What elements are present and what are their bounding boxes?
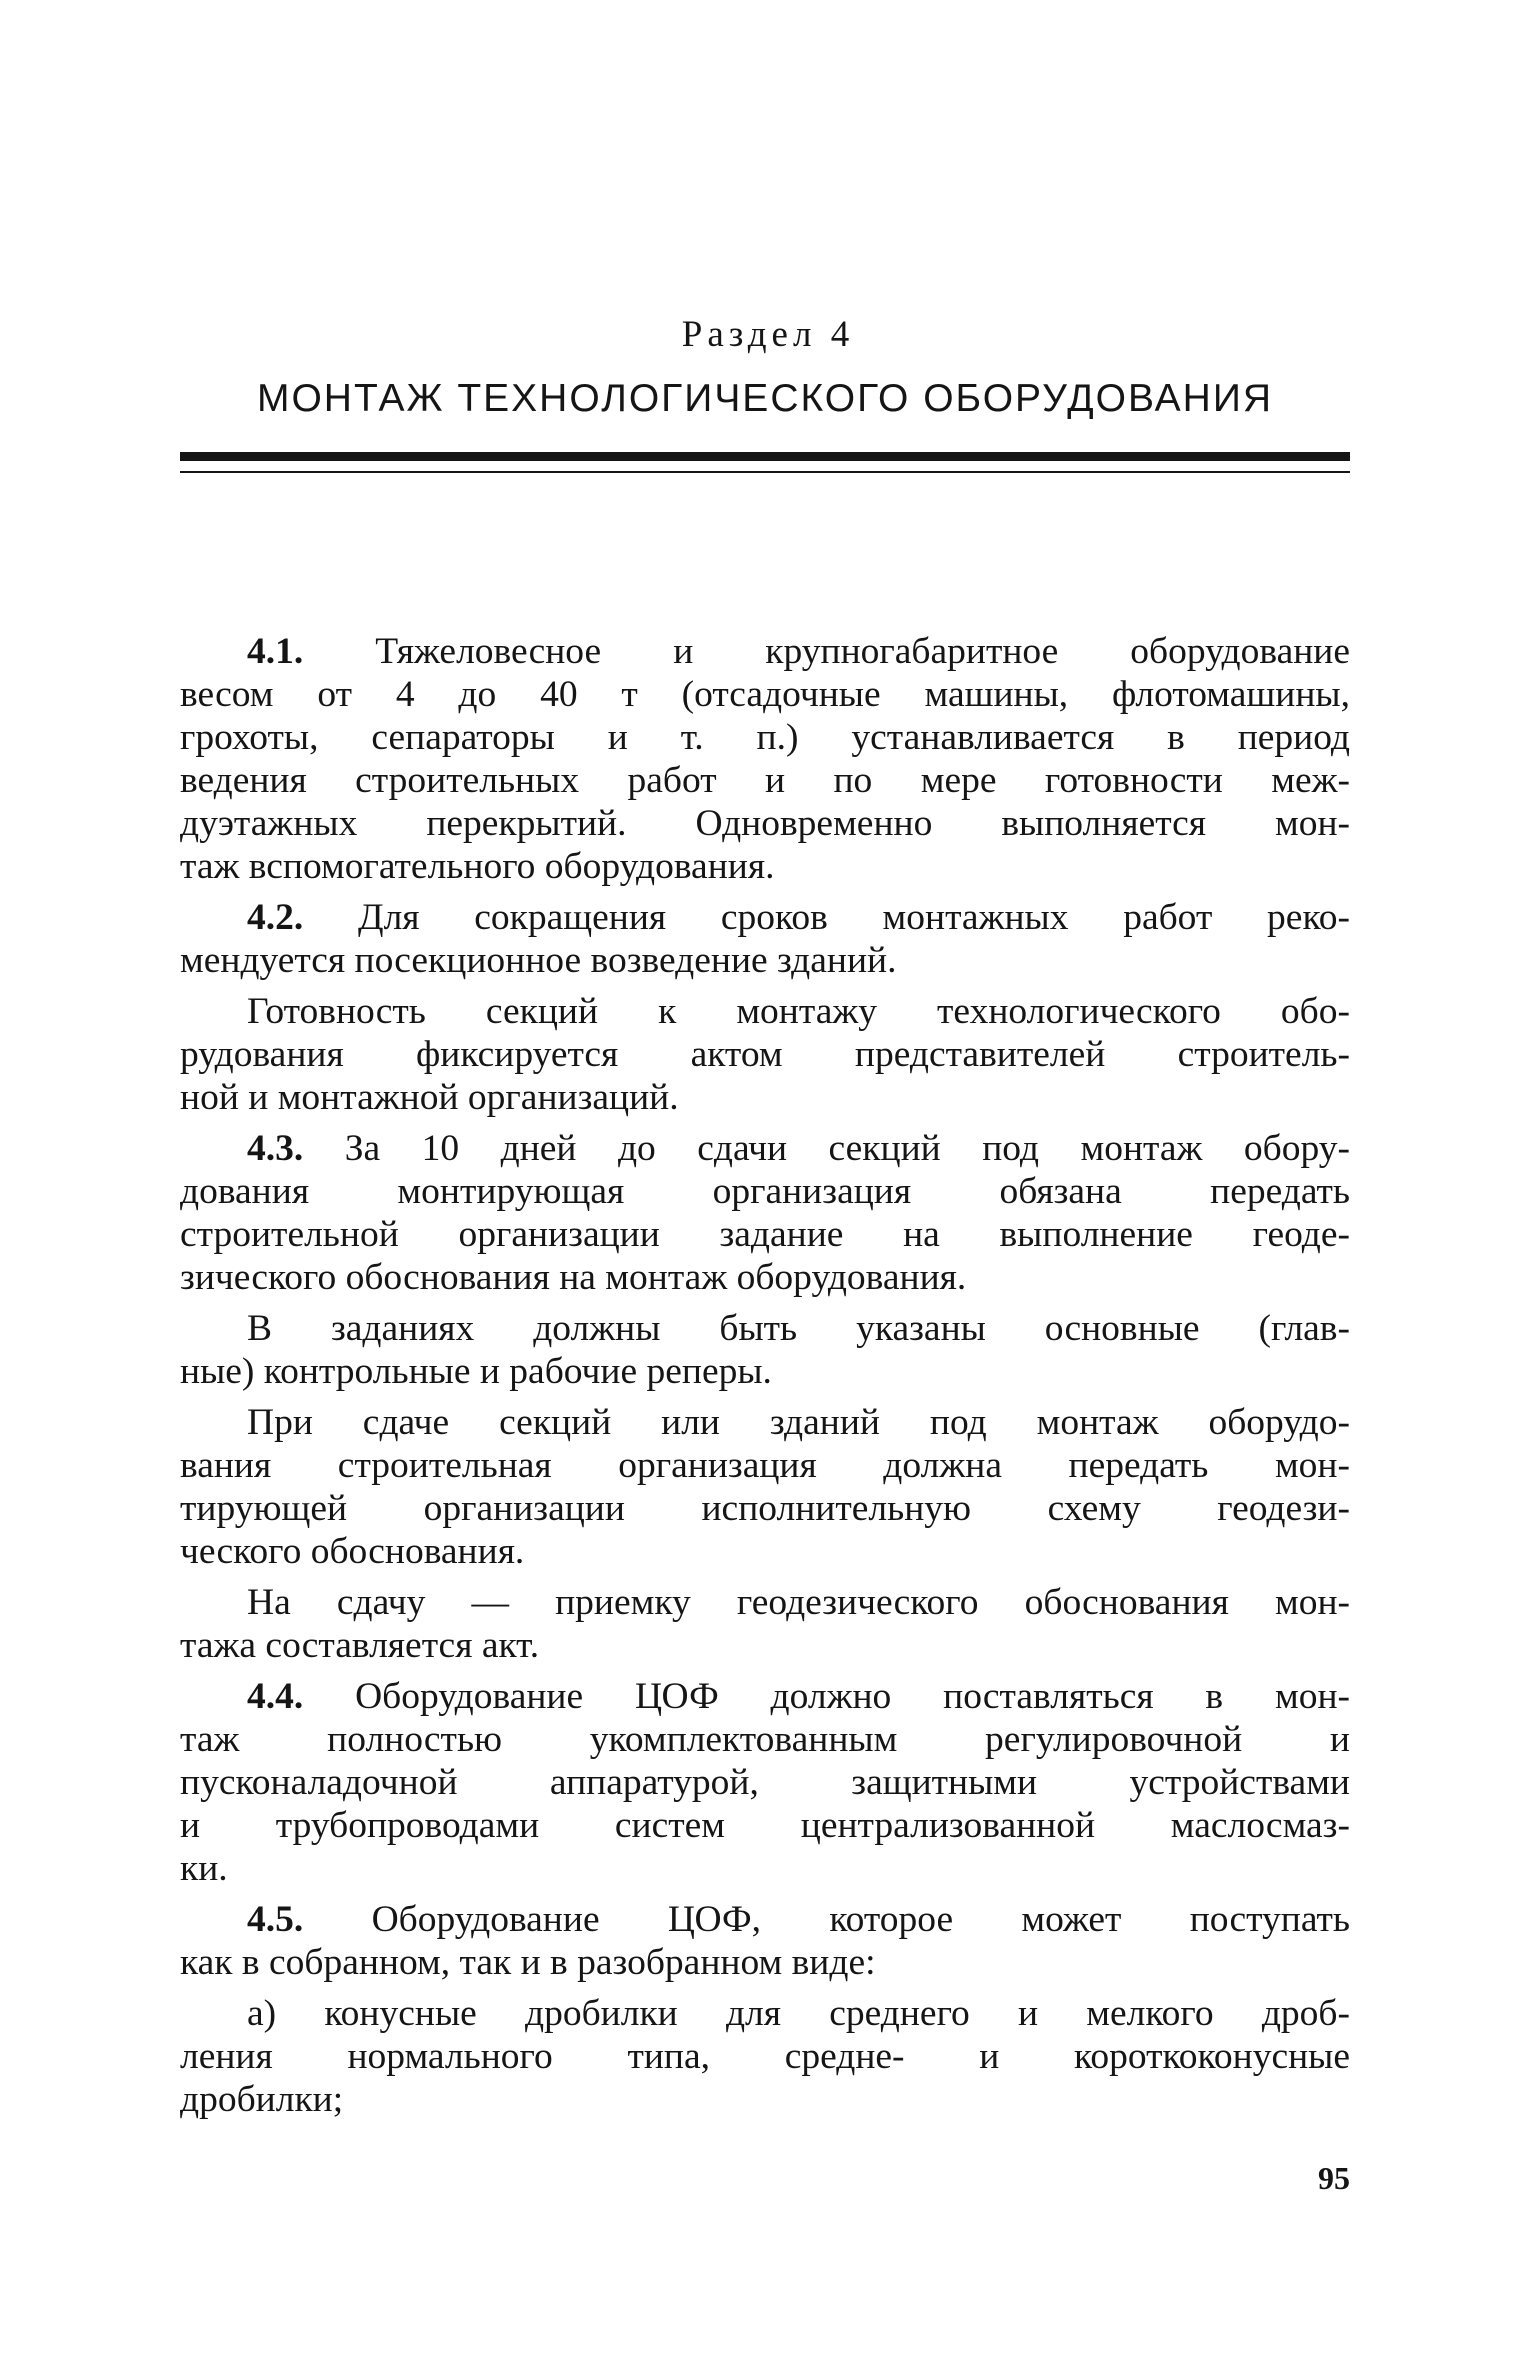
line-text: дробилки; <box>180 2079 344 2120</box>
paragraph-line <box>180 896 1350 939</box>
paragraph-line <box>180 759 1350 802</box>
paragraph-line <box>180 1624 1350 1667</box>
paragraph <box>180 1401 1350 1573</box>
line-text: мендуется посекционное возведение зданий. <box>180 940 897 981</box>
paragraph-line <box>180 2078 1350 2121</box>
paragraph <box>180 1581 1350 1667</box>
paragraph-line <box>180 1444 1350 1487</box>
line-text: как в собранном, так и в разобранном виде: <box>180 1942 876 1983</box>
section-title: МОНТАЖ ТЕХНОЛОГИЧЕСКОГО ОБОРУДОВАНИЯ <box>256 377 1274 420</box>
line-text: За 10 дней до сдачи секций под монтаж обору- <box>344 1128 1350 1169</box>
line-text: ные) контрольные и рабочие реперы. <box>180 1351 772 1392</box>
paragraph-line <box>180 1847 1350 1890</box>
paragraph-line <box>180 990 1350 1033</box>
line-text: пусконаладочной аппаратурой, защитными устройствами <box>180 1762 1350 1803</box>
line-text: На сдачу — приемку геодезического обоснования мон- <box>247 1582 1350 1623</box>
paragraph-line <box>180 1898 1350 1941</box>
paragraph-line <box>180 1033 1350 1076</box>
line-text: ческого обоснования. <box>180 1531 525 1572</box>
paragraph-line <box>180 1127 1350 1170</box>
line-text: Оборудование ЦОФ, которое может поступать <box>371 1899 1351 1940</box>
line-text: таж полностью укомплектованным регулировочной и <box>180 1719 1350 1760</box>
paragraph-line <box>180 716 1350 759</box>
title-rule-thin <box>180 471 1350 473</box>
line-text: вания строительная организация должна передать мон- <box>180 1445 1350 1486</box>
paragraph <box>180 1127 1350 1299</box>
line-text: весом от 4 до 40 т (отсадочные машины, флотомашины, <box>180 674 1350 715</box>
line-text: ведения строительных работ и по мере готовности меж- <box>180 760 1350 801</box>
line-text: В заданиях должны быть указаны основные (глав- <box>247 1308 1350 1349</box>
paragraph-line <box>180 1487 1350 1530</box>
paragraph <box>180 630 1350 888</box>
paragraph-line <box>180 1675 1350 1718</box>
paragraph <box>180 990 1350 1119</box>
paragraph-number: 4.1. <box>247 631 304 672</box>
line-text: При сдаче секций или зданий под монтаж оборудо- <box>247 1402 1350 1443</box>
paragraph <box>180 896 1350 982</box>
page-number: 95 <box>1318 2160 1350 2196</box>
line-text: грохоты, сепараторы и т. п.) устанавливается в период <box>180 717 1350 758</box>
paragraph-line <box>180 939 1350 982</box>
line-text: ной и монтажной организаций. <box>180 1077 679 1118</box>
paragraph <box>180 1898 1350 1984</box>
line-text: рудования фиксируется актом представителей строитель- <box>180 1034 1350 1075</box>
line-text: таж вспомогательного оборудования. <box>180 846 775 887</box>
line-text: Готовность секций к монтажу технологического обо- <box>247 991 1350 1032</box>
paragraph-line <box>180 1170 1350 1213</box>
paragraph-line <box>180 1401 1350 1444</box>
body-text <box>180 630 1350 2129</box>
paragraph-line <box>180 2035 1350 2078</box>
paragraph-line <box>180 630 1350 673</box>
paragraph-line <box>180 1350 1350 1393</box>
paragraph-line <box>180 1718 1350 1761</box>
paragraph-line <box>180 1761 1350 1804</box>
paragraph-line <box>180 1256 1350 1299</box>
paragraph-number: 4.3. <box>247 1128 304 1169</box>
line-text: а) конусные дробилки для среднего и мелкого дроб- <box>247 1993 1350 2034</box>
line-text: Для сокращения сроков монтажных работ реко- <box>357 897 1351 938</box>
paragraph-line <box>180 845 1350 888</box>
line-text: строительной организации задание на выполнение геоде- <box>180 1214 1350 1255</box>
line-text: дования монтирующая организация обязана передать <box>180 1171 1350 1212</box>
paragraph-line <box>180 1804 1350 1847</box>
section-label: Раздел 4 <box>681 314 855 355</box>
line-text: зического обоснования на монтаж оборудования. <box>180 1257 967 1298</box>
paragraph-line <box>180 1581 1350 1624</box>
title-rule-thick <box>180 452 1350 461</box>
paragraph <box>180 1307 1350 1393</box>
paragraph-line <box>180 1076 1350 1119</box>
line-text: тирующей организации исполнительную схему геодези- <box>180 1488 1350 1529</box>
line-text: ки. <box>180 1848 228 1889</box>
paragraph-line <box>180 1307 1350 1350</box>
paragraph-line <box>180 673 1350 716</box>
paragraph-line <box>180 1992 1350 2035</box>
paragraph <box>180 1992 1350 2121</box>
line-text: дуэтажных перекрытий. Одновременно выполняется мон- <box>180 803 1350 844</box>
line-text: ления нормального типа, средне- и короткоконусные <box>180 2036 1350 2077</box>
paragraph-line <box>180 1530 1350 1573</box>
line-text: Тяжеловесное и крупногабаритное оборудование <box>375 631 1350 672</box>
paragraph-number: 4.4. <box>247 1676 304 1717</box>
paragraph-line <box>180 1213 1350 1256</box>
paragraph <box>180 1675 1350 1890</box>
line-text: и трубопроводами систем централизованной маслосмаз- <box>180 1805 1350 1846</box>
paragraph-line <box>180 1941 1350 1984</box>
line-text: Оборудование ЦОФ должно поставляться в мон- <box>355 1676 1350 1717</box>
paragraph-number: 4.2. <box>247 897 304 938</box>
paragraph-line <box>180 802 1350 845</box>
paragraph-number: 4.5. <box>247 1899 304 1940</box>
line-text: тажа составляется акт. <box>180 1625 540 1666</box>
